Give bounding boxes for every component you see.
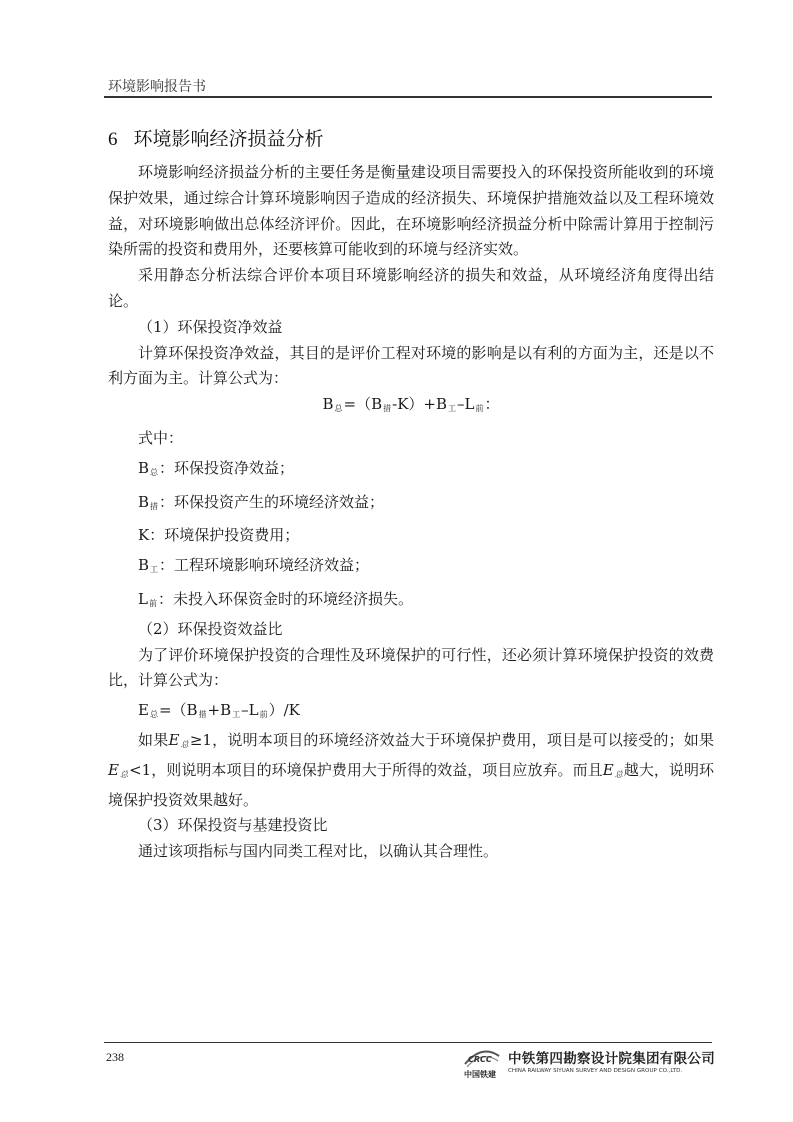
definition-item: $L_前$：未投入环保资金时的环境经济损失。 [138,589,413,608]
paragraph-benefit-ratio: 为了评价环境保护投资的合理性及环境保护的可行性，还必须计算环境保护投资的效费比，计算公式为： [108,645,714,690]
definition-item: K：环境保护投资费用； [138,526,300,545]
paragraph-net-benefit: 计算环保投资净效益，其目的是评价工程对环境的影响是以有利的方面为主，还是以不利方面为主。计算公式为： [108,343,714,388]
paragraph-ratio-interpretation: 如果$E_总\ge 1$，说明本项目的环境经济效益大于环境保护费用，项目是可以接受的；如果$E_总<1$，则说明本项目的环境保护费用大于所得的效益，项目应放弃。而且$E_总$越大，说明环境保护投资效果越好。 [108,730,715,809]
section-title: 环境影响经济损益分析 [133,128,324,150]
section-number: 6 [108,129,118,150]
definition-item: $B_工$：工程环境影响环境经济效益； [138,556,370,575]
header-title: 环境影响报告书 [108,79,206,95]
definition-item: $B_措$：环保投资产生的环境经济效益； [138,492,385,511]
page-number: 238 [106,1050,124,1064]
logo-mark-text: CRCC [468,1055,492,1064]
body-text [108,160,714,865]
subheading-net-benefit: （1）环保投资净效益 [138,317,283,336]
company-name-cn: 中铁第四勘察设计院集团有限公司 [508,1051,715,1067]
where-label: 式中： [138,428,184,447]
subheading-benefit-ratio: （2）环保投资效益比 [138,619,283,638]
footer-divider [104,1042,712,1043]
paragraph-investment-ratio: 通过该项指标与国内同类工程对比，以确认其合理性。 [138,842,499,861]
formula-net-benefit: $B_总=(B_措-K)+B_工-L_前$： [322,395,500,414]
definition-item: $B_总$：环保投资净效益； [138,458,295,477]
crcc-logo-icon [462,1047,502,1069]
paragraph-method: 采用静态分析法综合评价本项目环境影响经济的损失和效益，从环境经济角度得出结论。 [108,266,714,310]
company-name-en: CHINA RAILWAY SIYUAN SURVEY AND DESIGN GROUP CO.,LTD. [508,1068,683,1074]
section-heading [108,124,324,151]
company-logo [462,1047,715,1081]
logo-caption: 中国铁建 [464,1070,496,1079]
formula-benefit-ratio: $E_总=(B_措+B_工-L_前)/K$ [138,701,300,720]
header-divider [104,96,712,98]
subheading-investment-ratio: （3）环保投资与基建投资比 [138,816,328,835]
paragraph-intro: 环境影响经济损益分析的主要任务是衡量建设项目需要投入的环保投资所能收到的环境保护效果，通过综合计算环境影响因子造成的经济损失、环境保护措施效益以及工程环境效益，对环境影响做出总体经济评价。因此，在环境影响经济损益分析中除需计算用于控制污染所需的投资和费用外，还要核算可能收到的环境与经济实效。 [108,163,714,259]
